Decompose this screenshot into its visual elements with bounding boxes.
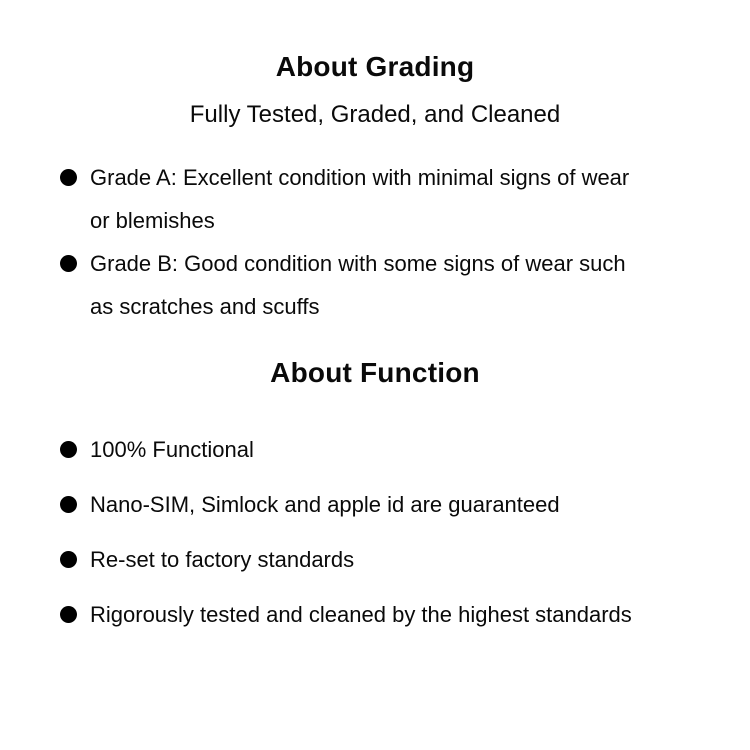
grading-bullet-list (0, 156, 750, 328)
grading-section-title: About Grading (275, 51, 475, 82)
function-section-title: About Function (270, 357, 480, 388)
list-item-text: Re-set to factory standards (90, 547, 355, 572)
list-item (60, 156, 650, 242)
grading-section-subtitle: Fully Tested, Graded, and Cleaned (189, 101, 561, 128)
bullet-icon (60, 255, 77, 272)
list-item (60, 483, 650, 526)
bullet-icon (60, 169, 77, 186)
list-item-text: Rigorously tested and cleaned by the highest standards (90, 602, 632, 627)
list-item (60, 538, 650, 581)
list-item-text: Grade A: Excellent condition with minimal signs of wear or blemishes (90, 165, 630, 233)
list-item (60, 593, 650, 636)
bullet-icon (60, 441, 77, 458)
function-bullet-list (0, 428, 750, 636)
bullet-icon (60, 496, 77, 513)
list-item (60, 428, 650, 471)
bullet-icon (60, 551, 77, 568)
list-item-text: Grade B: Good condition with some signs of wear such as scratches and scuffs (90, 251, 626, 319)
list-item (60, 242, 650, 328)
bullet-icon (60, 606, 77, 623)
list-item-text: 100% Functional (90, 437, 254, 462)
list-item-text: Nano-SIM, Simlock and apple id are guaranteed (90, 492, 560, 517)
